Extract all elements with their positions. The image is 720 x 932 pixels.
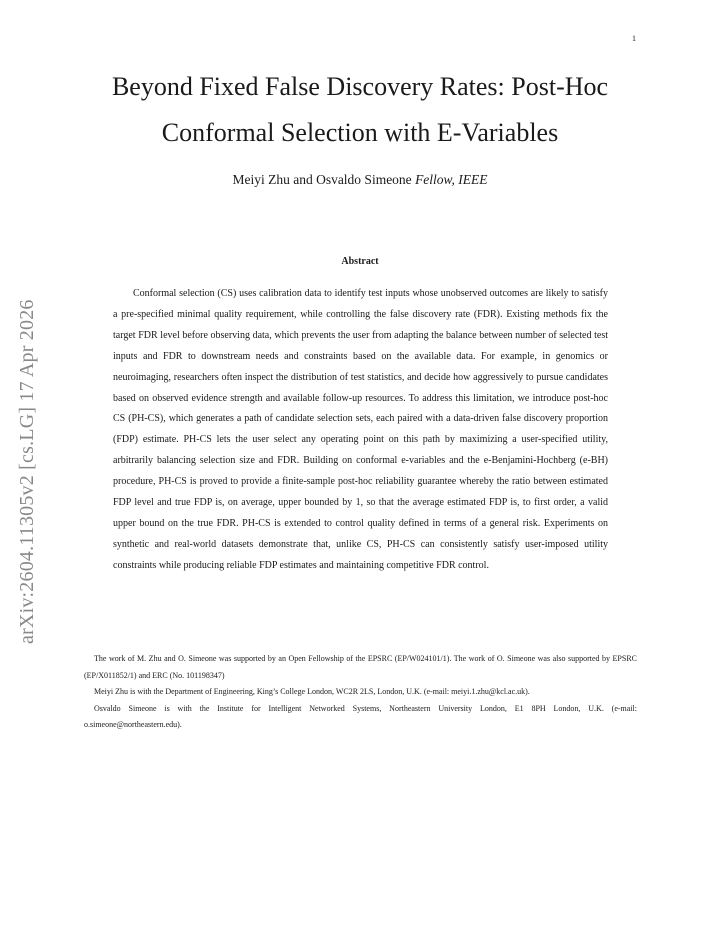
funding-footnote: The work of M. Zhu and O. Simeone was supported by an Open Fellowship of the EPSRC (EP/W024101/1). The work of O. Simeone was also supported by EPSRC (EP/X011852/1) and ERC (No. 101198347)	[84, 654, 637, 680]
paper-title	[60, 64, 660, 156]
abstract-body: Conformal selection (CS) uses calibration data to identify test inputs whose unobserved outcomes are likely to satisfy a pre-specified minimal quality requirement, while controlling the false discovery rate (FDR). Existing methods fix the target FDR level before observing data, which prevents the user from adapting the balance between number of selected test inputs and FDR to downstream needs and constraints based on the available data. For example, in genomics or neuroimaging, researchers often inspect the distribution of test statistics, and decide how aggressively to pursue candidates based on observed evidence strength and available follow-up resources. To address this limitation, we introduce post-hoc CS (PH-CS), which generates a path of candidate selection sets, each paired with a data-driven false discovery proportion (FDP) estimate. PH-CS lets the user select any operating point on this path by maximizing a user-specified utility, arbitrarily balancing selection size and FDR. Building on conformal e-variables and the e-Benjamini-Hochberg (e-BH) procedure, PH-CS is proved to provide a finite-sample post-hoc reliability guarantee whereby the ratio between estimated FDP level and true FDP is, on average, upper bounded by 1, so that the average estimated FDP is, to first order, a valid upper bound on the true FDR. PH-CS is extended to control quality defined in terms of a general risk. Experiments on synthetic and real-world datasets demonstrate that, unlike CS, PH-CS can consistently satisfy user-imposed utility constraints while producing reliable FDP estimates and maintaining competitive FDR control.	[113, 288, 608, 571]
author-names: Meiyi Zhu and Osvaldo Simeone	[232, 172, 412, 187]
affiliation-footnote-zhu: Meiyi Zhu is with the Department of Engineering, King’s College London, WC2R 2LS, London, U.K. (e-mail: meiyi.1.zhu@kcl.ac.uk).	[94, 687, 530, 696]
affiliation-footnote-simeone: Osvaldo Simeone is with the Institute for Intelligent Networked Systems, Northeastern University London, E1 8PH London, U.K. (e-mail: o.simeone@northeastern.edu).	[84, 703, 637, 729]
arxiv-identifier-stamp: arXiv:2604.11305v2 [cs.LG] 17 Apr 2026	[16, 299, 38, 644]
author-line	[60, 172, 660, 188]
footnotes	[84, 651, 637, 734]
paper-title-line-2: Conformal Selection with E-Variables	[161, 118, 559, 147]
page-number: 1	[632, 34, 636, 43]
abstract-heading: Abstract	[341, 256, 379, 267]
author-fellowship: Fellow, IEEE	[415, 172, 488, 187]
paper-title-line-1: Beyond Fixed False Discovery Rates: Post-Hoc	[111, 72, 609, 101]
